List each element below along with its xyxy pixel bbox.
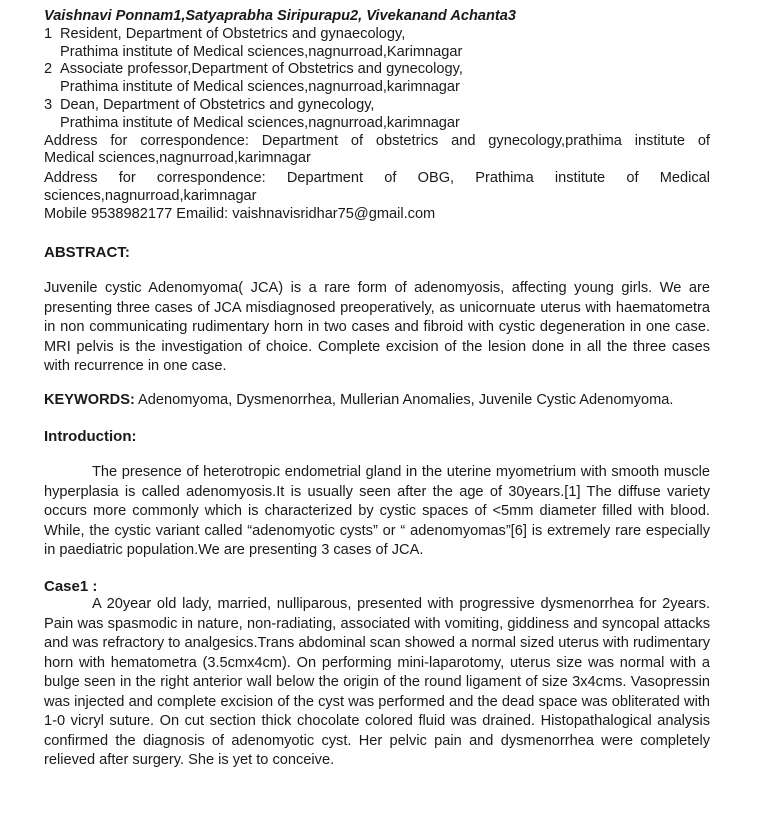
correspondence-address-2: Address for correspondence: Department of OBG, Prathima institute of Medical xyxy=(44,170,710,187)
introduction-heading: Introduction: xyxy=(44,428,137,445)
keywords-label: KEYWORDS: xyxy=(44,392,135,408)
affiliation-number: 1 xyxy=(44,25,53,42)
affiliation-text: Associate professor,Department of Obstetrics and gynecology, xyxy=(60,61,463,78)
abstract-text: Juvenile cystic Adenomyoma( JCA) is a rare form of adenomyosis, affecting young girls. We are presenting three cases of JCA misdiagnosed preoperatively, as unicornuate uterus with haematometra in non communicating rudimentary horn in two cases and fibroid with cystic degeneration in one case. MRI pelvis is the investigation of choice. Complete excision of the lesion done in all the three cases with recurrence in one case. xyxy=(44,280,710,374)
affiliation-1-institution: Prathima institute of Medical sciences,nagnurroad,Karimnagar xyxy=(60,43,463,60)
affiliation-text: Resident, Department of Obstetrics and gynaecology, xyxy=(60,25,406,42)
case1-heading: Case1 : xyxy=(44,578,98,595)
affiliation-number: 2 xyxy=(44,61,53,78)
correspondence-address-1: Address for correspondence: Department of obstetrics and gynecology,prathima institute of xyxy=(44,132,710,149)
introduction-text: The presence of heterotropic endometrial gland in the uterine myometrium with smooth muscle hyperplasia is called adenomyosis.It is usually seen after the age of 30years.[1] The diffuse variety occurs more commonly which is characterized by cystic spaces of <5mm diameter filled with blood. While, the cystic variant called “adenomyotic cysts” or “ adenomyomas”[6] is extremely rare especially in paediatric population.We are presenting 3 cases of JCA. xyxy=(44,464,710,558)
affiliation-2-institution: Prathima institute of Medical sciences,nagnurroad,karimnagar xyxy=(60,79,460,96)
contact-details: Mobile 9538982177 Emailid: vaishnavisridhar75@gmail.com xyxy=(44,205,436,222)
keywords xyxy=(44,392,673,408)
affiliation-text: Dean, Department of Obstetrics and gynecology, xyxy=(60,96,375,113)
affiliation-3 xyxy=(44,97,710,115)
case1-text: A 20year old lady, married, nulliparous, presented with progressive dysmenorrhea for 2years. Pain was spasmodic in nature, non-radiating, associated with vomiting, giddiness and syncopal attacks and was refractory to analgesics.Trans abdominal scan showed a normal sized uterus with rudimentary horn with hematometra (3.5cmx4cm). On performing mini-laparotomy, uterus size was normal with a bulge seen in the right anterior wall below the origin of the round ligament of size 3x4cms. Vasopressin was injected and complete excision of the cyst was performed and the dead space was obliterated with 1-0 vicryl suture. On cut section thick chocolate colored fluid was drained. Histopathalogical analysis confirmed the diagnosis of adenomyotic cyst. Her pelvic pain and dysmenorrhea were completely relieved after surgery. She is yet to conceive. xyxy=(44,596,710,768)
affiliation-1 xyxy=(44,26,710,44)
affiliation-2 xyxy=(44,61,710,79)
abstract-heading: ABSTRACT: xyxy=(44,244,130,261)
author-block xyxy=(44,8,710,224)
correspondence-address-2-cont: sciences,nagnurroad,karimnagar xyxy=(44,187,257,204)
keywords-text: Adenomyoma, Dysmenorrhea, Mullerian Anomalies, Juvenile Cystic Adenomyoma. xyxy=(134,392,674,408)
author-list: Vaishnavi Ponnam1,Satyaprabha Siripurapu2, Vivekanand Achanta3 xyxy=(44,8,517,24)
affiliation-3-institution: Prathima institute of Medical sciences,nagnurroad,karimnagar xyxy=(60,114,460,131)
affiliation-number: 3 xyxy=(44,96,53,113)
correspondence-address-1-cont: Medical sciences,nagnurroad,karimnagar xyxy=(44,150,311,167)
